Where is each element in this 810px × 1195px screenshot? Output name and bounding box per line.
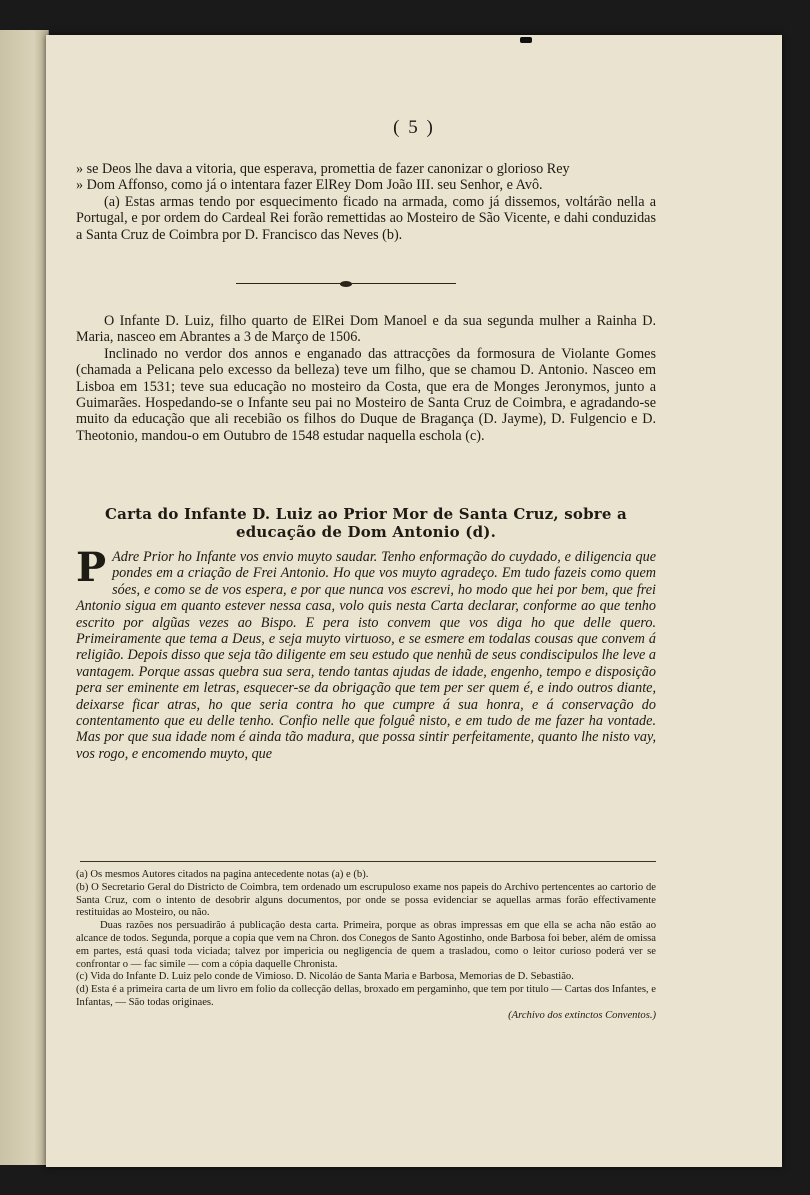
- footnote-a: (a) Os mesmos Autores citados na pagina antecedente notas (a) e (b).: [76, 869, 369, 880]
- quote-line-2: » Dom Affonso, como já o intentara fazer ElRey Dom João III. seu Senhor, e Avô.: [76, 177, 543, 194]
- body-text: [76, 313, 656, 444]
- binding-mark: [520, 37, 532, 43]
- top-text: [76, 161, 656, 243]
- footnotes: [76, 869, 656, 1023]
- section-divider: [236, 281, 456, 287]
- letter-body: [76, 544, 656, 762]
- page-number: ( 5 ): [393, 117, 435, 138]
- facing-page-edge: [0, 30, 49, 1165]
- body-paragraph-1: O Infante D. Luiz, filho quarto de ElRei Dom Manoel e da sua segunda mulher a Rainha D. Maria, nasceo em Abrantes a 3 de Março de 1506.: [76, 313, 656, 346]
- body-paragraph-2: Inclinado no verdor dos annos e enganado das attracções da formosura de Violante Gomes (chamada a Pelicana pelo excesso da belleza) teve um filho, que se chamou D. Antonio. Nasceo em Lisboa em 1531; teve sua educação no mosteiro da Costa, que era de Monges Jeronymos, junto a Guimarães. Hospedando-se o Infante seu pai no Mosteiro de Santa Cruz de Coimbra, e agradando-se muito da educação que ali recebião os filhos do Duque de Bragança (D. Jayme), D. Fulgencio e D. Theotonio, mandou-o em Outubro de 1548 estudar naquella eschola (c).: [76, 345, 656, 444]
- drop-cap: P: [76, 544, 107, 591]
- letter-title: Carta do Infante D. Luiz ao Prior Mor de Santa Cruz, sobre a educação de Dom Antonio (d).: [105, 505, 627, 541]
- letter-text: Adre Prior ho Infante vos envio muyto saudar. Tenho enformação do cuydado, e diligencia que pondes em a criação de Frei Antonio. Ho que vos muyto agradeço. Em tudo fazeis como quem sóes, e como se de vos espera, e por que nunca vos escrevi, ho modo que hei por bem, que frei Antonio sigua em quanto estever nessa casa, volo quis nesta Carta declarar, conforme ao que tenho escrito por algũas vezes ao Bispo. E pera isto convem que vos diga ho que delle quero. Primeiramente que tema a Deus, e seja muyto virtuoso, e se esmere em todalas cousas que convem á religião. Depois disso que seja tão diligente em seu estudo que nenhũ de seus condiscipulos lhe leve a vantagem. Porque assas quebra sua sera, tendo tantas ajudas de idade, engenho, tempo e disposição pera ser eminente em letras, esquecer-se da obrigação que tem per ser quem é, e indo outros diante, deixarse ficar atras, ho que seria contra ho que cumpre á sua honra, e á conservação do contentamento que eu delle tenho. Confio nelle que folguê nisto, e em tudo de me fazer ha vontade. Mas por que sua idade nom é ainda tão madura, que possa sintir perfeitamente, quanto lhe nisto vay, vos rogo, e encomendo muyto, que: [76, 549, 656, 762]
- letter-section: [76, 505, 656, 762]
- footnote-b-continued: Duas razões nos persuadirão á publicação desta carta. Primeira, porque as obras impressas em que ella se acha não estão ao alcance de todos. Segunda, porque a copia que vem na Chron. dos Conegos de Santo Agostinho, onde Barbosa foi beber, além de omissa em partes, está quasi toda viciada; talvez por impericia ou negligencia de quem a trasladou, como o leitor curioso poderá ver se confrontar o — fac simile — com a cópia daquelle Chronista.: [76, 920, 656, 970]
- footnote-d: (d) Esta é a primeira carta de um livro em folio da collecção dellas, broxado em pergaminho, que tem por titulo — Cartas dos Infantes, e Infantas, — São todas originaes.: [76, 984, 656, 1008]
- footnote-c: (c) Vida do Infante D. Luiz pelo conde de Vimioso. D. Nicoláo de Santa Maria e Barbosa, Memorias de D. Sebastião.: [76, 971, 574, 983]
- footnote-d-source: (Archivo dos extinctos Conventos.): [508, 1009, 656, 1021]
- note-a-paragraph: (a) Estas armas tendo por esquecimento ficado na armada, como já dissemos, voltárão nella a Portugal, e por ordem do Cardeal Rei forão remettidas ao Mosteiro de São Vicente, e dahi conduzidas a Santa Cruz de Coimbra por D. Francisco das Neves (b).: [76, 193, 656, 243]
- quote-line-1: » se Deos lhe dava a vitoria, que esperava, promettia de fazer canonizar o glorioso Rey: [76, 161, 570, 177]
- footnote-rule: [80, 861, 656, 862]
- footnote-b: (b) O Secretario Geral do Districto de Coimbra, tem ordenado um escrupuloso exame nos papeis do Archivo pertencentes ao cartorio de Santa Cruz, com o intento de desobrir alguns documentos, por onde se possa evidenciar se aquellas armas forão effectivamente restituidas ao Mosteiro, ou não.: [76, 881, 656, 919]
- document-page: [46, 35, 782, 1167]
